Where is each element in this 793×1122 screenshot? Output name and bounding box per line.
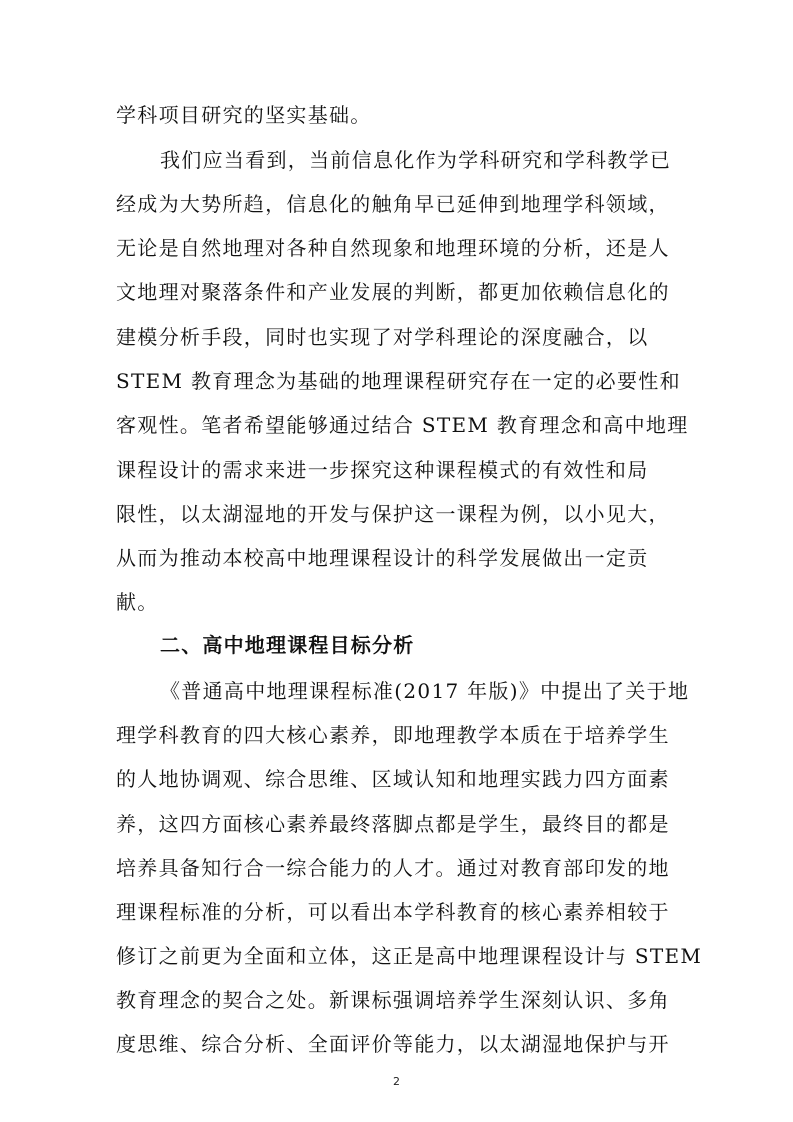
text-line: 客观性。笔者希望能够通过结合 STEM 教育理念和高中地理 — [116, 413, 689, 437]
text-line: 《普通高中地理课程标准(2017 年版)》中提出了关于地 — [160, 679, 690, 703]
section-heading: 二、高中地理课程目标分析 — [160, 633, 415, 657]
text-line: 修订之前更为全面和立体，这正是高中地理课程设计与 STEM — [116, 944, 703, 968]
text-line: 无论是自然地理对各种自然现象和地理环境的分析，还是人 — [116, 236, 670, 260]
text-line: 教育理念的契合之处。新课标强调培养学生深刻认识、多角 — [116, 988, 670, 1012]
text-line: 理学科教育的四大核心素养，即地理教学本质在于培养学生 — [116, 723, 670, 747]
text-line: 学科项目研究的坚实基础。 — [116, 103, 372, 127]
text-line: 限性，以太湖湿地的开发与保护这一课程为例，以小见大， — [116, 502, 670, 526]
text-line: STEM 教育理念为基础的地理课程研究存在一定的必要性和 — [116, 369, 681, 393]
text-line: 理课程标准的分析，可以看出本学科教育的核心素养相较于 — [116, 900, 670, 924]
text-line: 培养具备知行合一综合能力的人才。通过对教育部印发的地 — [116, 856, 670, 880]
text-line: 的人地协调观、综合思维、区域认知和地理实践力四方面素 — [116, 767, 670, 791]
text-line: 我们应当看到，当前信息化作为学科研究和学科教学已 — [160, 148, 672, 172]
text-line: 课程设计的需求来进一步探究这种课程模式的有效性和局 — [116, 458, 649, 482]
text-line: 献。 — [116, 590, 159, 614]
text-line: 从而为推动本校高中地理课程设计的科学发展做出一定贡 — [116, 546, 649, 570]
text-line: 文地理对聚落条件和产业发展的判断，都更加依赖信息化的 — [116, 280, 670, 304]
page-number: 2 — [393, 1075, 400, 1088]
text-line: 养，这四方面核心素养最终落脚点都是学生，最终目的都是 — [116, 812, 670, 836]
text-line: 度思维、综合分析、全面评价等能力，以太湖湿地保护与开 — [116, 1032, 670, 1056]
text-line: 建模分析手段，同时也实现了对学科理论的深度融合，以 — [116, 325, 649, 349]
text-line: 经成为大势所趋，信息化的触角早已延伸到地理学科领域， — [116, 192, 670, 216]
